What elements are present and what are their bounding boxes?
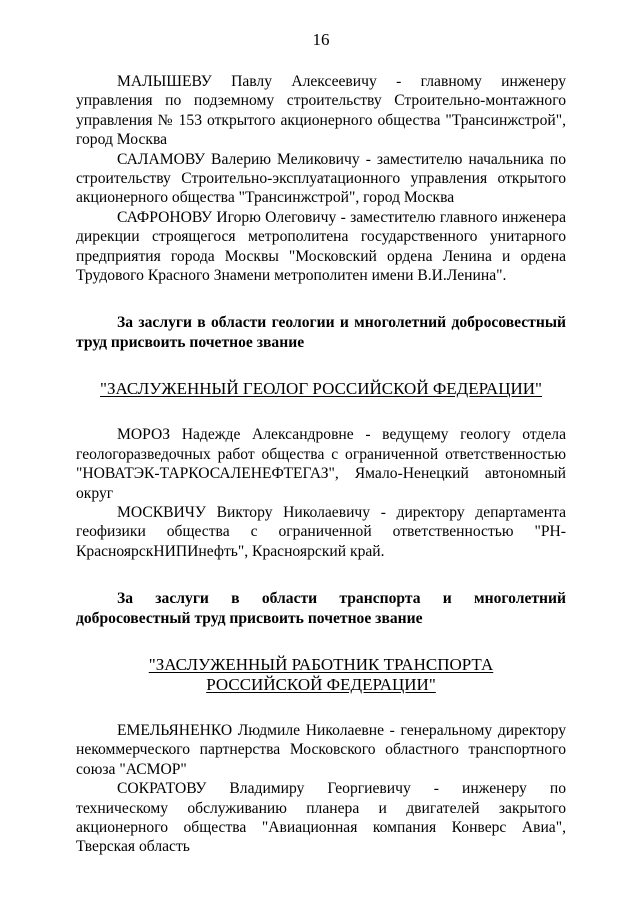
awardee-list-construction <box>76 72 566 285</box>
awardee-position: - главному инженеру управления по подземному строительству Строительно-монтажного управления № 153 открытого акционерного общества "Трансинжстрой", город Москва <box>76 73 566 149</box>
awardee-entry <box>76 150 566 208</box>
awardee-position: - генеральному директору некоммерческого партнерства Московского областного транспортного союза "АСМОР" <box>76 721 567 778</box>
decree-geology: За заслуги в области геологии и многолетний добросовестный труд присвоить почетное звание <box>76 314 566 351</box>
awardee-entry <box>76 72 566 150</box>
title-geology-text: "ЗАСЛУЖЕННЫЙ ГЕОЛОГ РОССИЙСКОЙ ФЕДЕРАЦИИ" <box>100 379 542 399</box>
awardee-entry <box>76 779 566 857</box>
awardee-name: МОРОЗ Надежде Александровне <box>117 426 354 444</box>
title-transport <box>76 655 566 695</box>
title-transport-line1: "ЗАСЛУЖЕННЫЙ РАБОТНИК ТРАНСПОРТА <box>148 654 494 674</box>
awardee-name: МОСКВИЧУ Виктору Николаевичу <box>117 503 371 521</box>
title-geology <box>76 379 566 399</box>
awardee-entry <box>76 425 566 503</box>
awardee-position: - инженеру по техническому обслуживанию планера и двигателей закрытого акционерного общества "Авиационная компания Конверс Авиа", Тверская область <box>76 780 566 856</box>
awardee-position: - директору департамента геофизики общества с ограниченной ответственностью "РН-КрасноярскНИПИнефть", Красноярский край. <box>76 503 567 560</box>
awardee-name: СОКРАТОВУ Владимиру Георгиевичу <box>117 780 411 798</box>
awardee-name: САФРОНОВУ Игорю Олеговичу <box>117 208 337 226</box>
awardee-position: - ведущему геологу отдела геологоразведочных работ общества с ограниченной ответственностью "НОВАТЭК-ТАРКОСАЛЕНЕФТЕГАЗ", Ямало-Ненецкий автономный округ <box>76 426 566 502</box>
awardee-list-geology <box>76 425 566 561</box>
awardee-entry <box>76 721 566 779</box>
decree-transport: За заслуги в области транспорта и многолетний добросовестный труд присвоить почетное звание <box>76 590 566 627</box>
awardee-position: - заместителю главного инженера дирекции строящегося метрополитена государственного унитарного предприятия города Москвы "Московский ордена Ленина и ордена Трудового Красного Знамени метрополитен имени В.И.Ленина". <box>76 208 566 285</box>
awardee-entry <box>76 208 566 286</box>
title-transport-line2: РОССИЙСКОЙ ФЕДЕРАЦИИ" <box>206 674 436 694</box>
awardee-name: САЛАМОВУ Валерию Меликовичу <box>117 150 360 168</box>
document-page <box>76 30 566 885</box>
awardee-entry <box>76 503 566 561</box>
awardee-position: - заместителю начальника по строительству Строительно-эксплуатационного управления открытого акционерного общества "Трансинжстрой", город Москва <box>76 150 566 207</box>
page-number: 16 <box>312 30 330 49</box>
awardee-list-transport <box>76 721 566 857</box>
awardee-name: ЕМЕЛЬЯНЕНКО Людмиле Николаевне <box>117 721 384 739</box>
awardee-name: МАЛЫШЕВУ Павлу Алексеевичу <box>117 73 377 90</box>
